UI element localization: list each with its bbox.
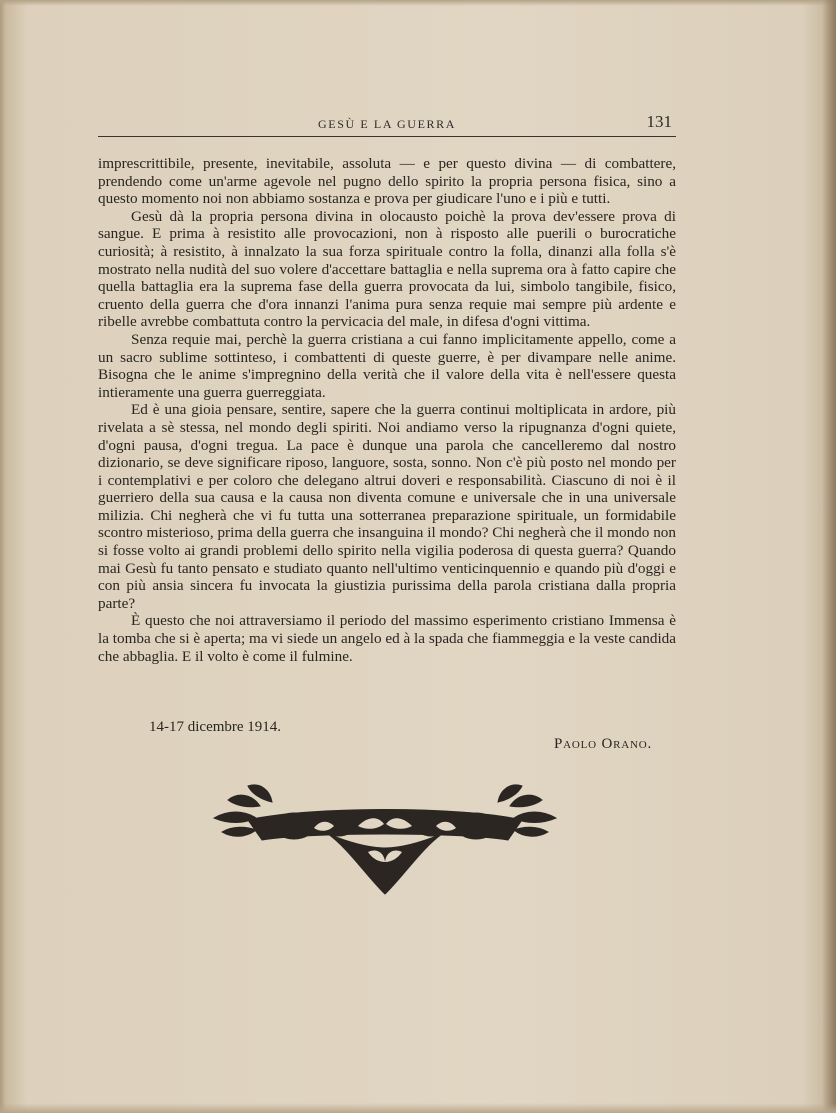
author-signature: Paolo Orano.: [554, 736, 652, 752]
page-top-edge: [0, 0, 836, 6]
page-right-edge: [822, 0, 836, 1113]
paragraph: È questo che noi attraversiamo il periodo del massimo esperimento cristiano Immensa è la tomba che si è aperta; ma vi siede un angelo ed à la spada che fiammeggia e la veste candida che abbaglia. E il volto è come il fulmine.: [98, 612, 676, 665]
page-header: [98, 112, 676, 137]
running-title: GESÙ E LA GUERRA: [318, 117, 456, 131]
paragraph: Gesù dà la propria persona divina in olocausto poichè la prova dev'essere prova di sangue. E prima à resistito alle provocazioni, non à risposto alle puerili o burocratiche curiosità; à resistito, à innalzato la sua forza spirituale contro la folla, dinanzi alla folla s'è mostrato nella nudità del suo volere d'accettare battaglia e nella suprema ora à fatto capire che quella battaglia era la suprema fase della guerra provocata da lui, simbolo tangibile, fisico, cruento della guerra che d'ora innanzi l'anima pura senza requie mai sempre più ardente e ribelle avrebbe combattuta contro la pervicacia del male, in difesa d'ogni vittima.: [98, 207, 676, 331]
page-number: 131: [646, 112, 672, 131]
dateline: 14-17 dicembre 1914.: [149, 719, 282, 735]
paragraph: Ed è una gioia pensare, sentire, sapere che la guerra continui moltiplicata in ardore, più rivelata a sè stessa, nel mondo degli spiriti. Noi andiamo verso la ripugnanza d'ogni quiete, d'ogni pausa, d'ogni tregua. La pace è dunque una parola che cancelleremo dal nostro dizionario, se deve significare riposo, languore, sosta, sonno. Non c'è più posto nel mondo per i contemplativi e per coloro che delegano altrui doveri e responsabilità. Ciascuno di noi è il guerriero della sua causa e la causa non diventa comune e universale che in una universale milizia. Chi negherà che vi fu tutta una sotterranea preparazione spirituale, un formidabile scontro misterioso, prima della guerra che insanguina il mondo? Chi negherà che il mondo non si fosse volto ai grandi problemi dello spirito nella vigilia poderosa di questa guerra? Quando mai Gesù fu tanto pensato e studiato quanto nell'ultimo venticinquennio e quando più d'oggi e con più ansia sincera fu invocata la giustizia purissima della parola cristiana dalla propria parte?: [98, 401, 676, 612]
paragraph: Senza requie mai, perchè la guerra cristiana a cui fanno implicitamente appello, come a un sacro sublime sottinteso, i combattenti di queste guerre, è per divampare nelle anime. Bisogna che le anime s'impregnino della verità che il valore della vita è nell'essere questa intieramente una guerra guerreggiata.: [98, 330, 676, 401]
page-bottom-edge: [0, 1103, 836, 1113]
body-text: [98, 155, 676, 665]
laurel-garland-ornament-icon: [208, 782, 562, 897]
paragraph: imprescrittibile, presente, inevitabile, assoluta — e per questo divina — di combattere, prendendo come un'arme agevole nel pugno dello spirito la propria persona fisica, sino a questo momento noi non abbiamo sostanza e prova per giudicare l'uno e i più e tutti.: [98, 155, 676, 208]
